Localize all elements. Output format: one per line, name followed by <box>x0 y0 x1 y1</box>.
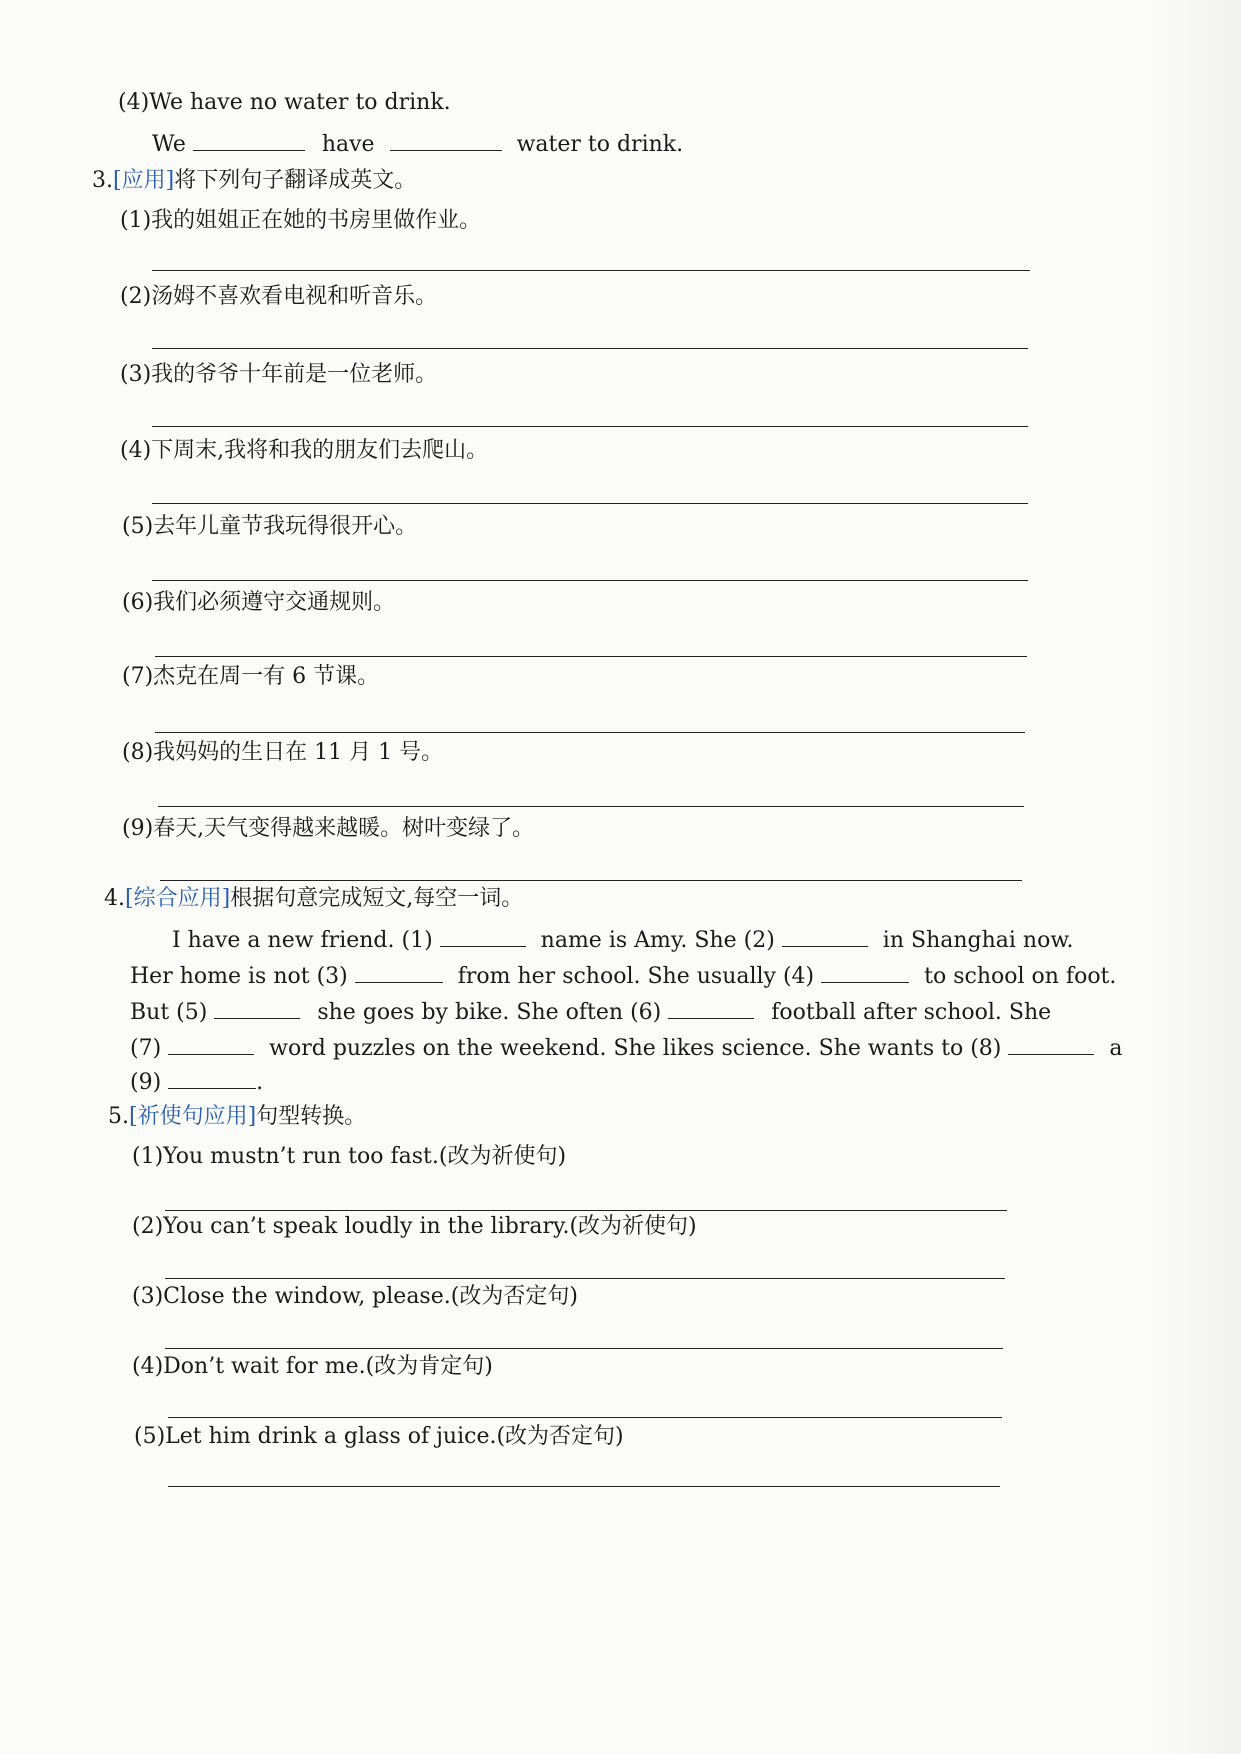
passage-text: football after school. She <box>771 1000 1052 1025</box>
transform-item-4: (4)Don’t wait for me.(改为肯定句) <box>132 1354 493 1379</box>
section-tag: 综合应用 <box>133 886 222 911</box>
section-tag: 应用 <box>121 168 166 193</box>
passage-line-2 <box>130 960 1116 992</box>
transform-item-5: (5)Let him drink a glass of juice.(改为否定句) <box>134 1424 624 1449</box>
answer-line[interactable] <box>152 503 1028 504</box>
blank-2[interactable] <box>390 128 502 151</box>
translate-item-1: (1)我的姐姐正在她的书房里做作业。 <box>120 208 482 233</box>
prev-question-4-answer-line <box>152 128 683 160</box>
section-instruction: 将下列句子翻译成英文。 <box>174 168 417 193</box>
prev-question-4: (4)We have no water to drink. <box>118 90 451 115</box>
translate-item-7: (7)杰克在周一有 6 节课。 <box>122 664 380 689</box>
passage-text: (9) <box>130 1070 162 1095</box>
passage-text: I have a new friend. (1) <box>172 928 433 953</box>
answer-line[interactable] <box>152 270 1030 271</box>
blank-6[interactable] <box>668 996 754 1019</box>
answer-line[interactable] <box>165 1348 1003 1349</box>
passage-line-5 <box>130 1066 263 1098</box>
blank-5[interactable] <box>214 996 300 1019</box>
translate-item-8: (8)我妈妈的生日在 11 月 1 号。 <box>122 740 444 765</box>
translate-item-5: (5)去年儿童节我玩得很开心。 <box>122 514 418 539</box>
passage-text: (7) <box>130 1036 162 1061</box>
passage-text: she goes by bike. She often (6) <box>317 1000 662 1025</box>
transform-item-2: (2)You can’t speak loudly in the library.(改为祈使句) <box>132 1214 697 1239</box>
blank-9[interactable] <box>168 1066 256 1089</box>
section-instruction: 根据句意完成短文,每空一词。 <box>230 886 524 911</box>
passage-line-4 <box>130 1032 1122 1064</box>
passage-text: a <box>1109 1036 1123 1061</box>
section-number: 4. <box>104 886 125 911</box>
answer-line[interactable] <box>155 656 1027 657</box>
section-3-heading: 3.[应用]将下列句子翻译成英文。 <box>92 168 417 193</box>
answer-line[interactable] <box>168 1486 1000 1487</box>
answer-line[interactable] <box>168 1417 1002 1418</box>
passage-text: name is Amy. She (2) <box>540 928 775 953</box>
translate-item-4: (4)下周末,我将和我的朋友们去爬山。 <box>120 438 489 463</box>
blank-7[interactable] <box>168 1032 254 1055</box>
word-we: We <box>152 132 186 157</box>
answer-line[interactable] <box>155 732 1025 733</box>
translate-item-3: (3)我的爷爷十年前是一位老师。 <box>120 362 438 387</box>
answer-line[interactable] <box>152 580 1028 581</box>
section-number: 5. <box>108 1104 129 1129</box>
translate-item-9: (9)春天,天气变得越来越暖。树叶变绿了。 <box>122 816 535 841</box>
word-end: water to drink. <box>516 132 684 157</box>
blank-4[interactable] <box>821 960 909 983</box>
section-instruction: 句型转换。 <box>256 1104 367 1129</box>
passage-text: in Shanghai now. <box>882 928 1074 953</box>
word-have: have <box>321 132 375 157</box>
transform-item-1: (1)You mustn’t run too fast.(改为祈使句) <box>132 1144 567 1169</box>
passage-text: Her home is not (3) <box>130 964 348 989</box>
translate-item-2: (2)汤姆不喜欢看电视和听音乐。 <box>120 284 438 309</box>
page-edge-shadow <box>1151 0 1241 1754</box>
passage-text: to school on foot. <box>924 964 1117 989</box>
section-4-heading: 4.[综合应用]根据句意完成短文,每空一词。 <box>104 886 524 911</box>
answer-line[interactable] <box>152 426 1028 427</box>
section-5-heading: 5.[祈使句应用]句型转换。 <box>108 1104 367 1129</box>
translate-item-6: (6)我们必须遵守交通规则。 <box>122 590 396 615</box>
answer-line[interactable] <box>165 1278 1005 1279</box>
passage-text: from her school. She usually (4) <box>457 964 815 989</box>
blank-1[interactable] <box>193 128 305 151</box>
answer-line[interactable] <box>165 1210 1007 1211</box>
blank-2[interactable] <box>782 924 868 947</box>
answer-line[interactable] <box>152 348 1028 349</box>
answer-line[interactable] <box>160 880 1022 881</box>
section-tag: 祈使句应用 <box>137 1104 248 1129</box>
section-number: 3. <box>92 168 113 193</box>
transform-item-3: (3)Close the window, please.(改为否定句) <box>132 1284 578 1309</box>
passage-line-1 <box>172 924 1074 956</box>
passage-text: But (5) <box>130 1000 208 1025</box>
blank-3[interactable] <box>355 960 443 983</box>
passage-text: . <box>256 1070 264 1095</box>
passage-text: word puzzles on the weekend. She likes science. She wants to (8) <box>269 1036 1002 1061</box>
blank-1[interactable] <box>440 924 526 947</box>
answer-line[interactable] <box>158 806 1024 807</box>
blank-8[interactable] <box>1008 1032 1094 1055</box>
passage-line-3 <box>130 996 1051 1028</box>
